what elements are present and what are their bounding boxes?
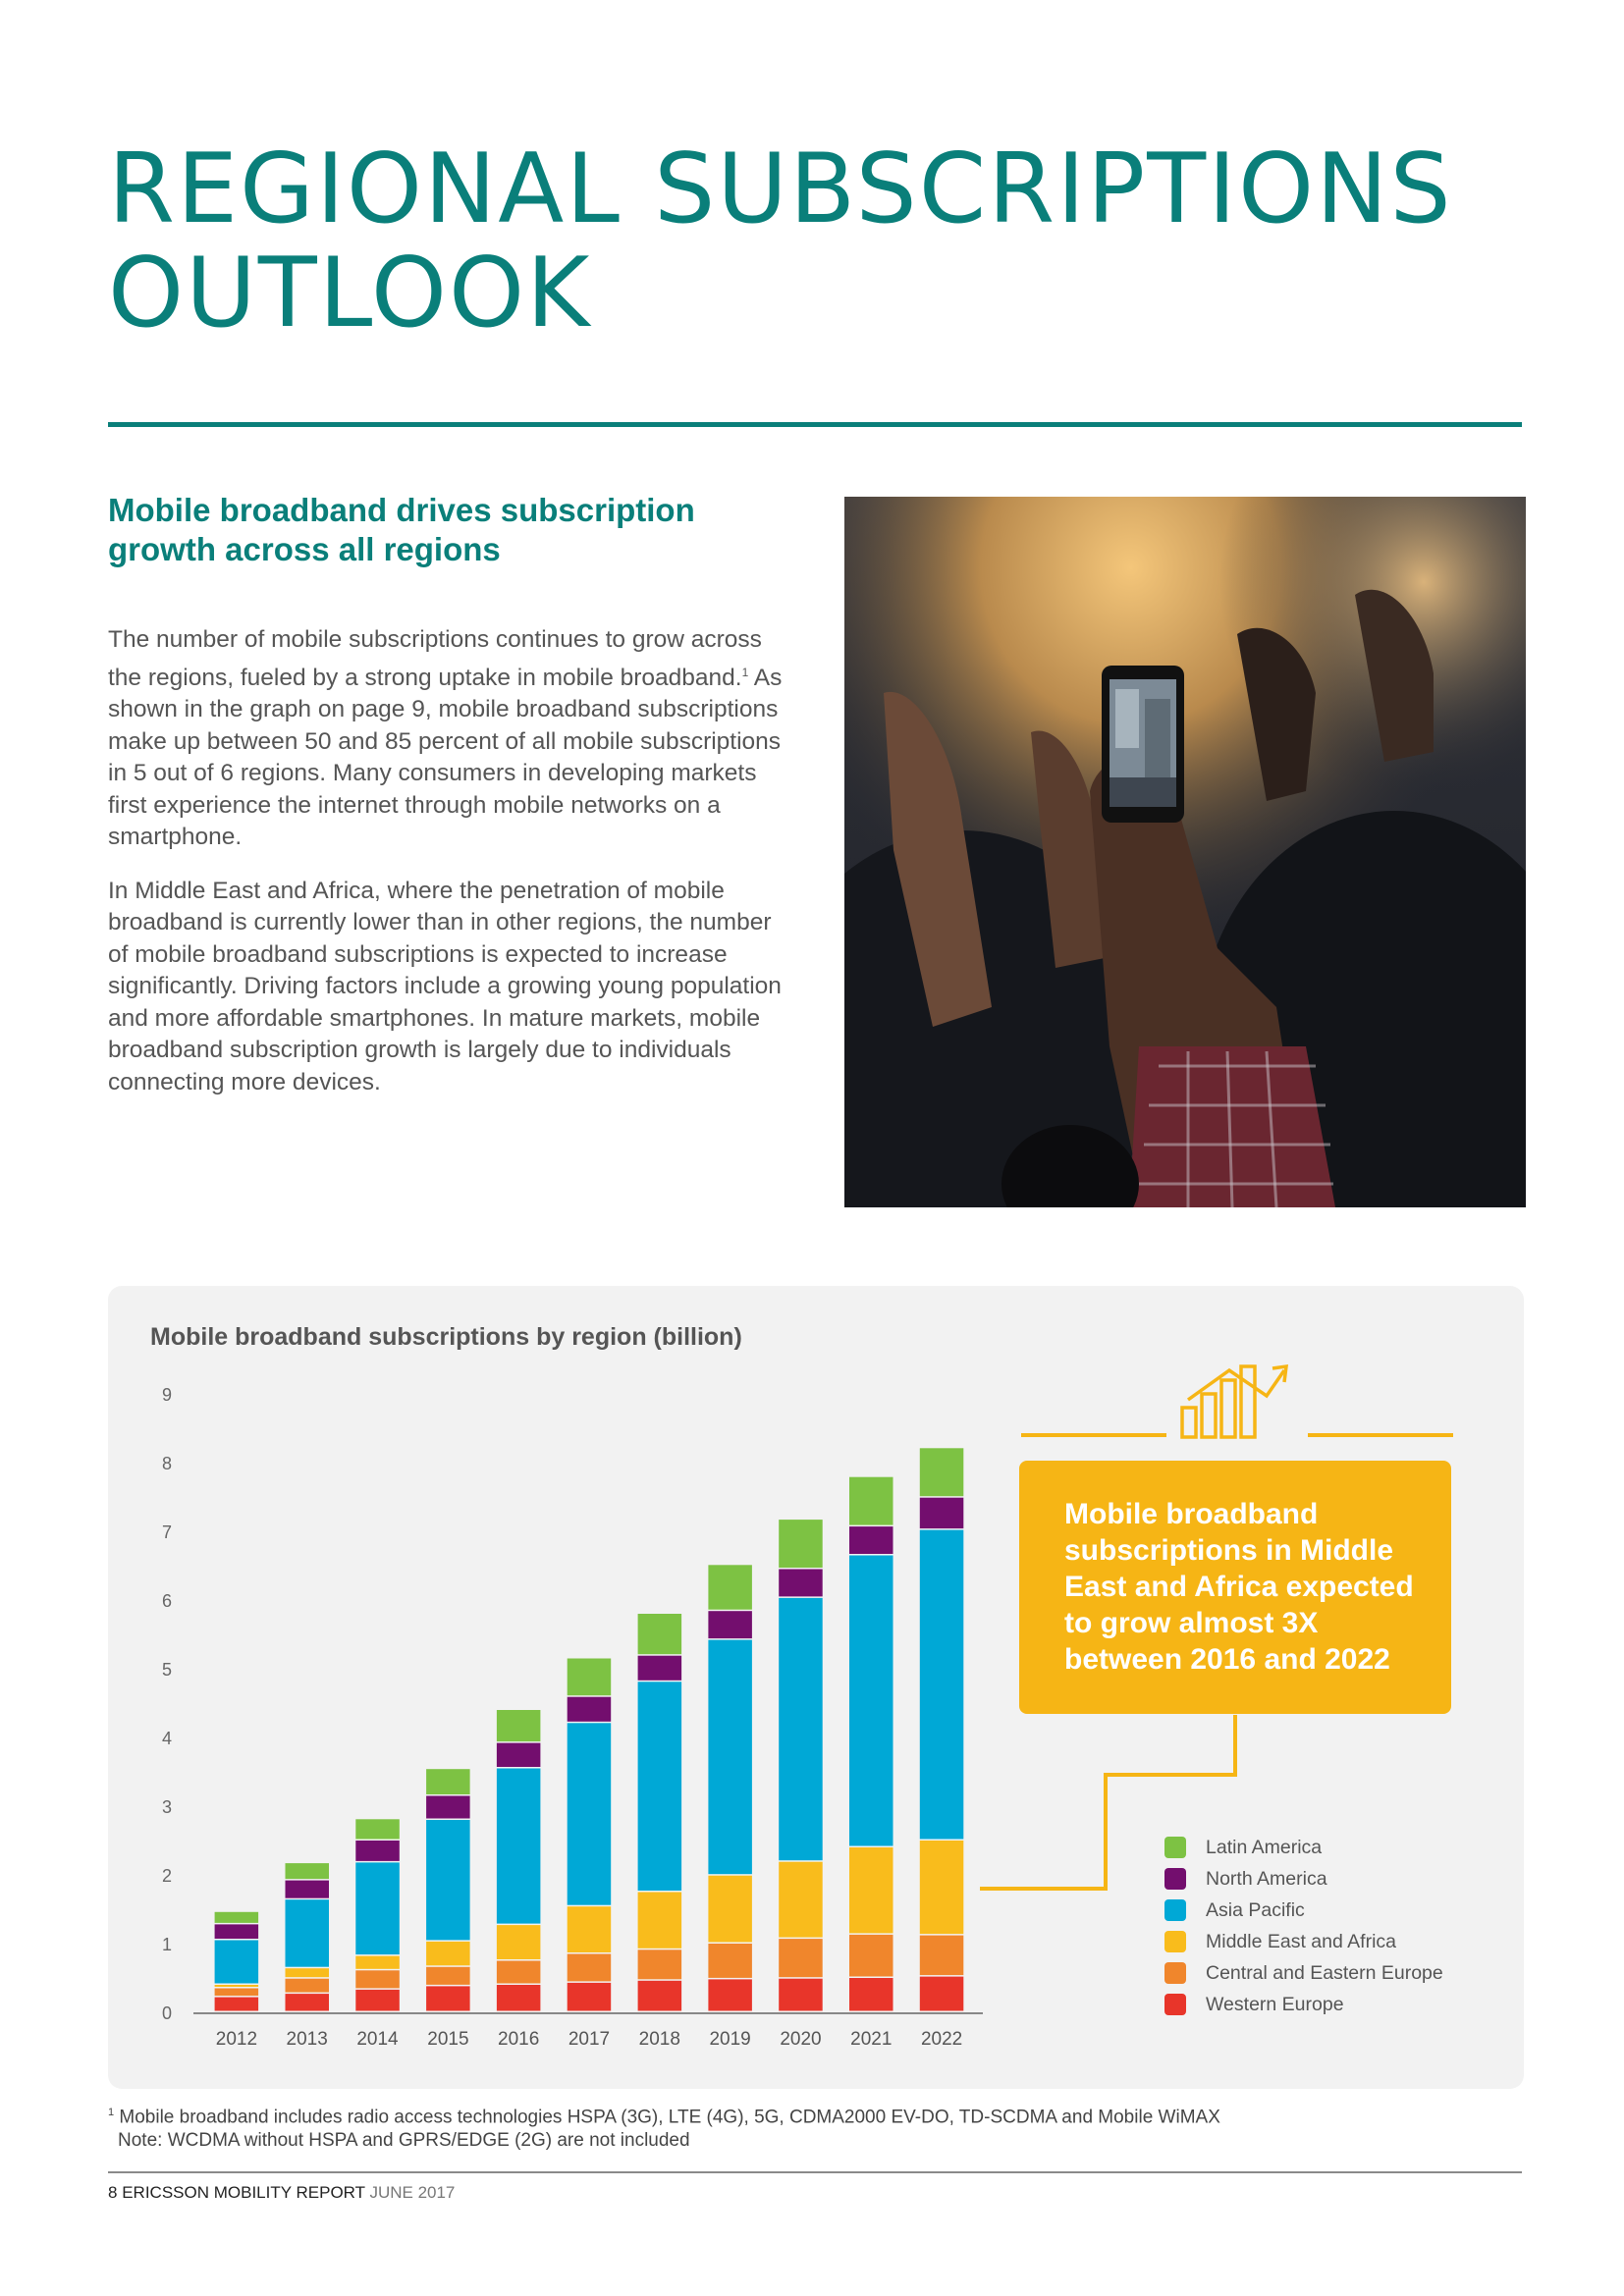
bar-segment bbox=[497, 1710, 541, 1741]
footnote-ref: 1 bbox=[741, 665, 749, 679]
photo-illustration bbox=[844, 497, 1526, 1207]
x-tick-label: 2018 bbox=[638, 2029, 680, 2050]
bar-segment bbox=[568, 1954, 612, 1982]
legend-swatch bbox=[1164, 1868, 1186, 1890]
bar-segment bbox=[779, 1520, 823, 1568]
page-footer bbox=[108, 2183, 455, 2203]
chart-title: Mobile broadband subscriptions by region (billion) bbox=[150, 1323, 742, 1351]
section-subheading: Mobile broadband drives subscription growth across all regions bbox=[108, 492, 695, 567]
bar-segment bbox=[215, 1912, 259, 1923]
body-paragraph-2: In Middle East and Africa, where the penetration of mobile broadband is currently lower than in other regions, the number of mobile broadband subscriptions is expected to increase significantly. Driving factors include a growing young population and more affordable smartphones. In mature markets, mobile broadband subscription growth is largely due to individuals connecting more devices. bbox=[108, 877, 782, 1095]
y-tick-label: 9 bbox=[162, 1385, 173, 1405]
bar-segment bbox=[497, 1961, 541, 1984]
report-name: ERICSSON MOBILITY REPORT bbox=[122, 2183, 365, 2202]
bar-segment bbox=[708, 1876, 752, 1943]
legend-label: Middle East and Africa bbox=[1206, 1930, 1397, 1952]
bar-segment bbox=[286, 1881, 330, 1898]
bar-segment bbox=[355, 1956, 400, 1969]
bar-segment bbox=[286, 1899, 330, 1967]
bar-segment bbox=[568, 1723, 612, 1904]
bar-segment bbox=[497, 1985, 541, 2011]
bar-growth-icon bbox=[1182, 1366, 1286, 1437]
body-paragraph-1-part-b: As shown in the graph on page 9, mobile broadband subscriptions make up between 50 and 85 percent of all mobile subscriptions in 5 out of 6 regions. Many consumers in developing markets first experience the internet through mobile networks on a smartphone. bbox=[108, 664, 783, 851]
bar-segment bbox=[355, 1990, 400, 2011]
x-tick-label: 2015 bbox=[427, 2029, 469, 2050]
callout-box: Mobile broadband subscriptions in Middle East and Africa expected to grow almost 3X between 2016 and 2022 bbox=[1019, 1461, 1451, 1714]
bar-segment bbox=[708, 1640, 752, 1875]
bar-segment bbox=[638, 1656, 682, 1681]
x-axis-labels bbox=[216, 2029, 962, 2050]
bar-segment bbox=[568, 1697, 612, 1722]
bar-segment bbox=[638, 1682, 682, 1891]
footnote-text-1: Mobile broadband includes radio access technologies HSPA (3G), LTE (4G), 5G, CDMA2000 EV-DO, TD-SCDMA and Mobile WiMAX bbox=[114, 2107, 1220, 2128]
bar-segment bbox=[215, 1924, 259, 1939]
bar-segment bbox=[708, 1565, 752, 1609]
report-date: JUNE 2017 bbox=[369, 2183, 456, 2202]
legend-swatch bbox=[1164, 1837, 1186, 1858]
title-divider bbox=[108, 422, 1522, 427]
legend-label: Western Europe bbox=[1206, 1993, 1344, 2015]
bar-segment bbox=[638, 1614, 682, 1654]
bar-segment bbox=[920, 1448, 964, 1496]
legend-swatch bbox=[1164, 1962, 1186, 1984]
x-tick-label: 2020 bbox=[780, 2029, 822, 2050]
bar-segment bbox=[779, 1862, 823, 1938]
y-tick-label: 7 bbox=[162, 1522, 173, 1542]
bar-segment bbox=[286, 1979, 330, 1993]
page-title-line-1: REGIONAL SUBSCRIPTIONS bbox=[108, 133, 1453, 245]
bar-segment bbox=[779, 1570, 823, 1597]
legend-item bbox=[1164, 1957, 1443, 1989]
bar-segment bbox=[215, 1998, 259, 2011]
bar-segment bbox=[920, 1936, 964, 1976]
legend-swatch bbox=[1164, 1931, 1186, 1952]
y-tick-label: 0 bbox=[162, 2003, 173, 2023]
bar-segment bbox=[920, 1530, 964, 1840]
legend-item bbox=[1164, 1989, 1443, 2020]
bar-segment bbox=[426, 1820, 470, 1940]
bar-segment bbox=[286, 1863, 330, 1879]
legend-label: Latin America bbox=[1206, 1836, 1323, 1858]
bar-segment bbox=[355, 1970, 400, 1988]
bar-segment bbox=[638, 1893, 682, 1949]
x-tick-label: 2021 bbox=[850, 2029, 893, 2050]
legend-label: Central and Eastern Europe bbox=[1206, 1961, 1443, 1984]
bar-segment bbox=[355, 1819, 400, 1839]
bar-segment bbox=[920, 1841, 964, 1934]
legend-swatch bbox=[1164, 1899, 1186, 1921]
chart-legend bbox=[1164, 1832, 1443, 2020]
bar-segment bbox=[638, 1981, 682, 2011]
bar-segment bbox=[426, 1986, 470, 2010]
bar-segment bbox=[286, 1968, 330, 1977]
x-tick-label: 2014 bbox=[356, 2029, 399, 2050]
legend-label: Asia Pacific bbox=[1206, 1898, 1305, 1921]
y-tick-label: 1 bbox=[162, 1935, 173, 1954]
bar-segment bbox=[849, 1847, 893, 1933]
page-title bbox=[108, 133, 1453, 349]
chart-panel bbox=[108, 1286, 1524, 2089]
bar-segment bbox=[920, 1977, 964, 2011]
y-tick-label: 4 bbox=[162, 1729, 173, 1748]
x-tick-label: 2013 bbox=[286, 2029, 328, 2050]
legend-item bbox=[1164, 1832, 1443, 1863]
bar-segment bbox=[708, 1979, 752, 2010]
legend-item bbox=[1164, 1863, 1443, 1895]
legend-item bbox=[1164, 1926, 1443, 1957]
bar-segment bbox=[568, 1906, 612, 1952]
bar-segment bbox=[286, 1994, 330, 2010]
page-title-line-2: OUTLOOK bbox=[108, 238, 592, 349]
chart-bars bbox=[215, 1448, 964, 2010]
bar-segment bbox=[215, 1941, 259, 1984]
x-tick-label: 2019 bbox=[709, 2029, 751, 2050]
bar-segment bbox=[708, 1944, 752, 1978]
bar-segment bbox=[355, 1841, 400, 1861]
y-tick-label: 8 bbox=[162, 1454, 173, 1473]
y-axis-labels bbox=[162, 1385, 172, 2023]
bar-segment bbox=[849, 1526, 893, 1554]
y-tick-label: 6 bbox=[162, 1591, 173, 1611]
bar-segment bbox=[355, 1862, 400, 1954]
x-tick-label: 2022 bbox=[920, 2029, 963, 2050]
legend-label: North America bbox=[1206, 1867, 1327, 1890]
bar-segment bbox=[920, 1498, 964, 1528]
body-paragraph-1-part-a: The number of mobile subscriptions continues to grow across the regions, fueled by a strong uptake in mobile broadband. bbox=[108, 626, 762, 691]
body-paragraph-1 bbox=[108, 624, 785, 854]
bar-segment bbox=[426, 1796, 470, 1819]
bar-segment bbox=[426, 1942, 470, 1965]
bar-segment bbox=[849, 1477, 893, 1525]
bar-segment bbox=[215, 1989, 259, 1997]
legend-swatch bbox=[1164, 1994, 1186, 2015]
bar-segment bbox=[426, 1769, 470, 1794]
bar-segment bbox=[497, 1925, 541, 1959]
footer-divider bbox=[108, 2171, 1522, 2173]
bar-segment bbox=[849, 1935, 893, 1977]
x-tick-label: 2016 bbox=[498, 2029, 540, 2050]
bar-segment bbox=[779, 1598, 823, 1860]
bar-segment bbox=[568, 1983, 612, 2011]
legend-item bbox=[1164, 1895, 1443, 1926]
y-tick-label: 3 bbox=[162, 1797, 173, 1817]
bar-segment bbox=[497, 1743, 541, 1767]
footnote-line-1 bbox=[108, 2101, 1220, 2129]
y-tick-label: 5 bbox=[162, 1660, 173, 1680]
bar-segment bbox=[568, 1659, 612, 1696]
footnote-marker: 1 bbox=[108, 2107, 115, 2118]
page-number: 8 bbox=[108, 2183, 118, 2202]
x-tick-label: 2012 bbox=[215, 2029, 258, 2050]
crowd-smartphone-photo bbox=[844, 497, 1526, 1207]
bar-segment bbox=[215, 1985, 259, 1987]
bar-segment bbox=[708, 1611, 752, 1638]
footnote-line-2: Note: WCDMA without HSPA and GPRS/EDGE (2G) are not included bbox=[118, 2130, 690, 2152]
bar-segment bbox=[779, 1979, 823, 2011]
bar-segment bbox=[497, 1769, 541, 1924]
bar-segment bbox=[779, 1939, 823, 1977]
x-tick-label: 2017 bbox=[568, 2029, 611, 2050]
bar-segment bbox=[849, 1978, 893, 2011]
bar-segment bbox=[849, 1556, 893, 1846]
body-text bbox=[108, 624, 785, 1120]
y-tick-label: 2 bbox=[162, 1866, 173, 1886]
bar-segment bbox=[638, 1949, 682, 1979]
bar-segment bbox=[426, 1967, 470, 1985]
footnote bbox=[108, 2101, 1220, 2153]
